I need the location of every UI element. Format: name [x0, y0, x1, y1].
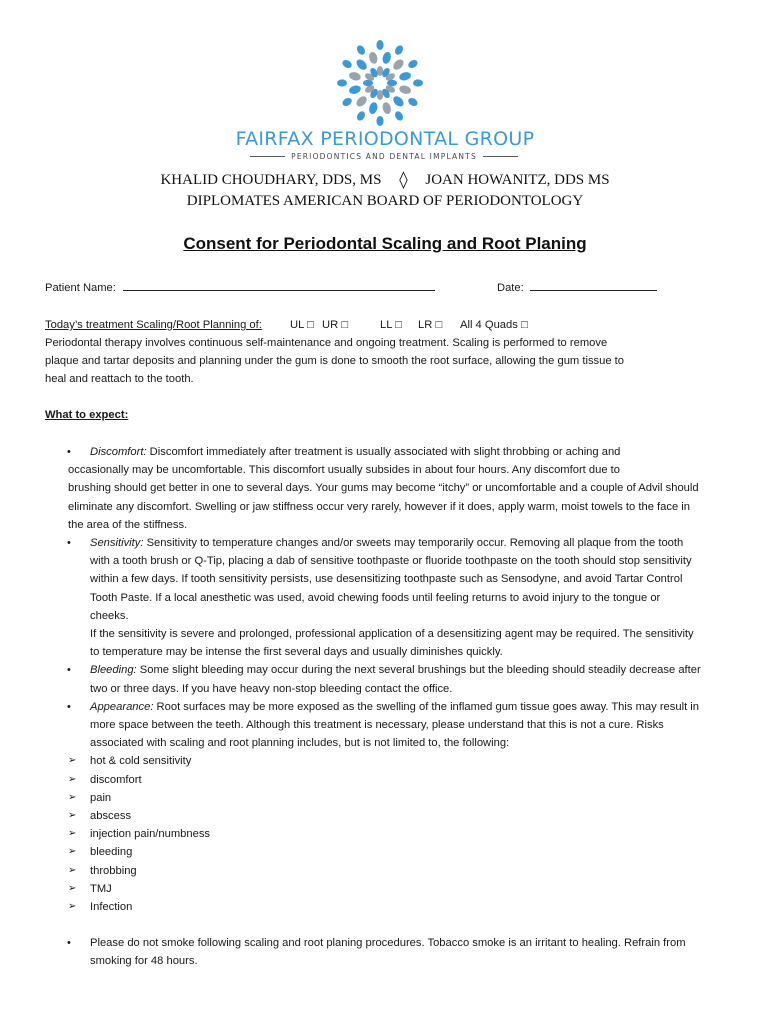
brand-name: FAIRFAX PERIODONTAL GROUP [235, 128, 535, 150]
risk-text: Infection [90, 901, 133, 914]
diplomates-line: DIPLOMATES AMERICAN BOARD OF PERIODONTOLOGY [186, 193, 584, 209]
appearance-line: associated with scaling and root planning includes, but is not limited to, the following: [90, 737, 510, 750]
checkbox-ur[interactable]: UR □ [322, 319, 349, 331]
discomfort-line: the area of the stiffness. [68, 518, 188, 531]
logo-petal [377, 90, 383, 100]
divider [483, 156, 518, 157]
date-row [497, 279, 657, 297]
logo-petal [341, 96, 353, 107]
risk-text: discomfort [90, 773, 142, 786]
arrow-bullet-icon: ➢ [68, 901, 77, 913]
page-title: Consent for Periodontal Scaling and Root Planing [183, 234, 587, 253]
logo-petal [376, 40, 383, 50]
risk-item [45, 825, 735, 843]
logo-petal [355, 58, 369, 72]
bullet-icon: • [67, 937, 71, 950]
risk-item [45, 771, 735, 789]
logo-petal [391, 94, 405, 108]
starburst-logo-icon [335, 38, 425, 128]
logo-petal [381, 101, 392, 115]
bleeding-text: Some slight bleeding may occur during the next several brushings but the bleeding should steadily decrease after [136, 664, 701, 677]
arrow-bullet-icon: ➢ [68, 755, 77, 767]
sensitivity-line: to temperature may be intense the first several days and usually diminishes quickly. [90, 646, 503, 659]
appearance-text: Root surfaces may be more exposed as the swelling of the inflamed gum tissue goes away. This may result in [153, 700, 700, 713]
bullet-icon: • [67, 446, 71, 458]
logo-petal [376, 116, 383, 126]
risk-item [45, 752, 735, 770]
doctor-1: KHALID CHOUDHARY, DDS, MS [160, 172, 382, 188]
doctor-2: JOAN HOWANITZ, DDS MS [425, 172, 610, 188]
risk-text: injection pain/numbness [90, 828, 211, 841]
arrow-bullet-icon: ➢ [68, 791, 77, 803]
logo-petal [348, 71, 362, 82]
risk-item [45, 898, 735, 916]
risk-text: TMJ [90, 882, 112, 895]
intro-line: plaque and tartar deposits and planning under the gum is done to smooth the root surface, allowing the gum tissue to [45, 355, 625, 367]
logo-petal [398, 71, 412, 82]
divider [250, 156, 285, 157]
sensitivity-text: Sensitivity to temperature changes and/or sweets may temporarily occur. Removing all plaque from the tooth [143, 537, 684, 550]
bullet-icon: • [67, 537, 71, 550]
sensitivity-line: Tooth Paste. If a local anesthetic was used, avoid chewing foods until feeling returns to avoid injury to the tongue or [90, 591, 661, 604]
logo-petal [363, 80, 373, 86]
treatment-label: Today’s treatment Scaling/Root Planning of: [45, 319, 262, 331]
sensitivity-line: with a tooth brush or Q-Tip, placing a dab of sensitive toothpaste or fluoride toothpaste on the tooth should stop sensitivity [90, 555, 692, 568]
smoking-line: Please do not smoke following scaling and root planing procedures. Tobacco smoke is an irritant to healing. Refrain from [90, 937, 686, 950]
sensitivity-line: cheeks. [90, 609, 129, 622]
appearance-line: more space between the teeth. Although this treatment is necessary, please understand that this is not a cure. Risks [90, 719, 664, 732]
checkbox-all-quads[interactable]: All 4 Quads □ [460, 319, 528, 331]
logo-petal [341, 58, 353, 69]
bullet-icon: • [67, 664, 71, 677]
arrow-bullet-icon: ➢ [68, 773, 77, 785]
sensitivity-label: Sensitivity: [90, 537, 144, 550]
list-item [45, 934, 735, 970]
what-to-expect-text: What to expect: [45, 409, 129, 421]
expectations-list [45, 443, 735, 971]
bleeding-label: Bleeding: [90, 664, 137, 677]
intro-line: heal and reattach to the tooth. [45, 373, 194, 385]
logo-petal [413, 79, 423, 86]
logo-petal [387, 80, 397, 86]
risk-item [45, 862, 735, 880]
date-label: Date: [497, 282, 524, 294]
arrow-bullet-icon: ➢ [68, 864, 77, 876]
list-item [45, 443, 735, 534]
risk-item [45, 880, 735, 898]
treatment-row [45, 316, 262, 334]
discomfort-line: eliminate any discomfort. Swelling or jaw stiffness occur very rarely, however if it does, apply warm, moist towels to the face in [68, 500, 690, 513]
checkbox-ll[interactable]: LL □ [380, 319, 402, 331]
list-item [45, 661, 735, 697]
logo-petal [407, 96, 419, 107]
logo-petal [377, 66, 383, 76]
logo-petal [348, 84, 362, 95]
discomfort-text: Discomfort immediately after treatment is usually associated with slight throbbing or aching and [146, 446, 621, 458]
logo-petal [381, 51, 392, 65]
diamond-separator-icon: ◊ [399, 170, 408, 190]
patient-name-field[interactable] [123, 279, 435, 291]
arrow-bullet-icon: ➢ [68, 810, 77, 822]
list-item [45, 534, 735, 661]
what-to-expect-heading [45, 406, 128, 424]
appearance-label: Appearance: [90, 700, 154, 713]
intro-line: Periodontal therapy involves continuous self-maintenance and ongoing treatment. Scaling is performed to remove [45, 337, 608, 349]
sensitivity-line: If the sensitivity is severe and prolonged, professional application of a desensitizing agent may be required. The sensitivity [90, 628, 694, 641]
risk-text: pain [90, 791, 112, 804]
risks-list [45, 752, 735, 916]
list-item [45, 698, 735, 753]
patient-name-label: Patient Name: [45, 282, 116, 294]
risk-text: hot & cold sensitivity [90, 755, 192, 768]
logo-petal [355, 94, 369, 108]
risk-item [45, 843, 735, 861]
arrow-bullet-icon: ➢ [68, 846, 77, 858]
patient-name-row [45, 279, 435, 297]
bleeding-line: two or three days. If you have heavy non-stop bleeding contact the office. [90, 682, 453, 695]
discomfort-label: Discomfort: [90, 446, 147, 458]
doctors-line [0, 170, 770, 190]
logo-petal [407, 58, 419, 69]
risk-text: throbbing [90, 864, 137, 877]
logo-petal [368, 51, 379, 65]
risk-text: abscess [90, 810, 132, 823]
bullet-icon: • [67, 700, 71, 713]
brand-tagline-row [250, 150, 518, 162]
logo-petal [355, 110, 366, 122]
logo-petal [398, 84, 412, 95]
risk-item [45, 807, 735, 825]
brand-tagline: PERIODONTICS AND DENTAL IMPLANTS [291, 151, 477, 161]
logo-petal [368, 101, 379, 115]
logo-petal [393, 44, 404, 56]
risk-item [45, 789, 735, 807]
arrow-bullet-icon: ➢ [68, 828, 77, 840]
risk-text: bleeding [90, 846, 133, 859]
checkbox-lr[interactable]: LR □ [418, 319, 443, 331]
sensitivity-line: within a few days. If tooth sensitivity persists, use desensitizing toothpaste such as Sensodyne, and avoid Tartar Control [90, 573, 683, 586]
logo-petal [337, 79, 347, 86]
logo-petal [391, 58, 405, 72]
discomfort-line: occasionally may be uncomfortable. This discomfort usually subsides in about four hours. Any discomfort due to [68, 464, 620, 477]
logo-petal [355, 44, 366, 56]
smoking-line: smoking for 48 hours. [90, 955, 198, 968]
checkbox-ul[interactable]: UL □ [290, 319, 314, 331]
discomfort-line: brushing should get better in one to several days. Your gums may become “itchy” or uncomfortable and a couple of Advil should [68, 482, 699, 495]
date-field[interactable] [530, 279, 657, 291]
arrow-bullet-icon: ➢ [68, 882, 77, 894]
logo-petal [393, 110, 404, 122]
